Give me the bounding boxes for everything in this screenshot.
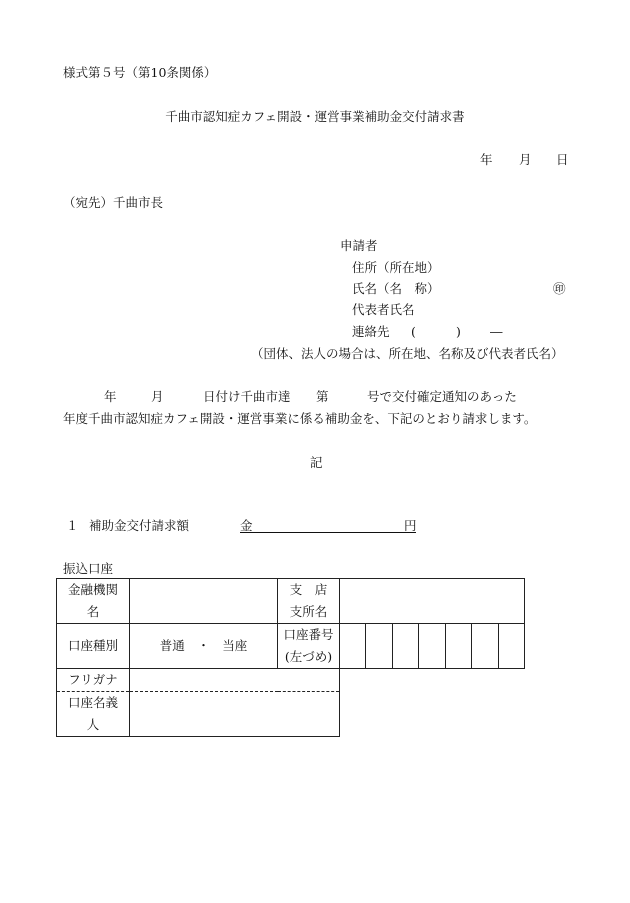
document-title: 千曲市認知症カフェ開設・運営事業補助金交付請求書 — [165, 109, 465, 124]
seal-mark: ㊞ — [553, 281, 566, 296]
applicant-heading: 申請者 — [340, 238, 378, 253]
applicant-note: （団体、法人の場合は、所在地、名称及び代表者氏名） — [251, 346, 564, 361]
institution-field[interactable] — [130, 579, 278, 624]
amount-unit: 円 — [404, 518, 417, 533]
body-dated-notice: 日付け千曲市達 — [203, 389, 291, 404]
contact-dash: ― — [490, 324, 503, 339]
ki-marker: 記 — [310, 455, 323, 470]
account-number-label: 口座番号 (左づめ) — [278, 624, 340, 669]
account-digit-6[interactable] — [472, 624, 499, 669]
applicant-address-label: 住所（所在地） — [352, 260, 440, 275]
date-month: 月 — [519, 152, 532, 167]
body-year: 年 — [104, 389, 117, 404]
branch-label: 支 店 支所名 — [278, 579, 340, 624]
account-digit-2[interactable] — [366, 624, 393, 669]
account-digit-4[interactable] — [419, 624, 446, 669]
branch-field[interactable] — [340, 579, 525, 624]
contact-paren-close: ) — [456, 324, 461, 339]
body-line-2: 年度千曲市認知症カフェ開設・運営事業に係る補助金を、下記のとおり請求します。 — [63, 411, 537, 426]
amount-prefix: 金 — [240, 518, 253, 533]
body-number-prefix: 第 — [316, 389, 329, 404]
applicant-representative-label: 代表者氏名 — [352, 302, 415, 317]
body-notice-suffix: 号で交付確定通知のあった — [367, 389, 517, 404]
request-amount-label: 補助金交付請求額 — [89, 518, 190, 533]
account-type-label: 口座種別 — [57, 624, 130, 669]
date-year: 年 — [480, 152, 493, 167]
account-digit-3[interactable] — [393, 624, 419, 669]
form-number: 様式第５号（第10条関係） — [63, 65, 217, 80]
account-type-options[interactable]: 普通 ・ 当座 — [130, 624, 278, 669]
amount-underline — [240, 518, 416, 533]
contact-paren-open: ( — [411, 324, 416, 339]
furigana-field[interactable] — [130, 669, 340, 692]
institution-label: 金融機関 名 — [57, 579, 130, 624]
addressee: （宛先）千曲市長 — [63, 195, 164, 210]
applicant-name-label: 氏名（名 称） — [352, 281, 440, 296]
applicant-contact-label: 連絡先 — [352, 324, 390, 339]
account-holder-label: 口座名義 人 — [57, 692, 130, 737]
account-holder-field[interactable] — [130, 692, 340, 737]
request-amount-number: １ — [66, 518, 79, 533]
account-digit-7[interactable] — [499, 624, 525, 669]
furigana-label: フリガナ — [57, 669, 130, 692]
account-digit-5[interactable] — [446, 624, 472, 669]
account-digit-1[interactable] — [340, 624, 366, 669]
bank-account-table — [56, 578, 525, 737]
bank-heading: 振込口座 — [63, 561, 114, 576]
body-month: 月 — [151, 389, 164, 404]
date-day: 日 — [556, 152, 569, 167]
